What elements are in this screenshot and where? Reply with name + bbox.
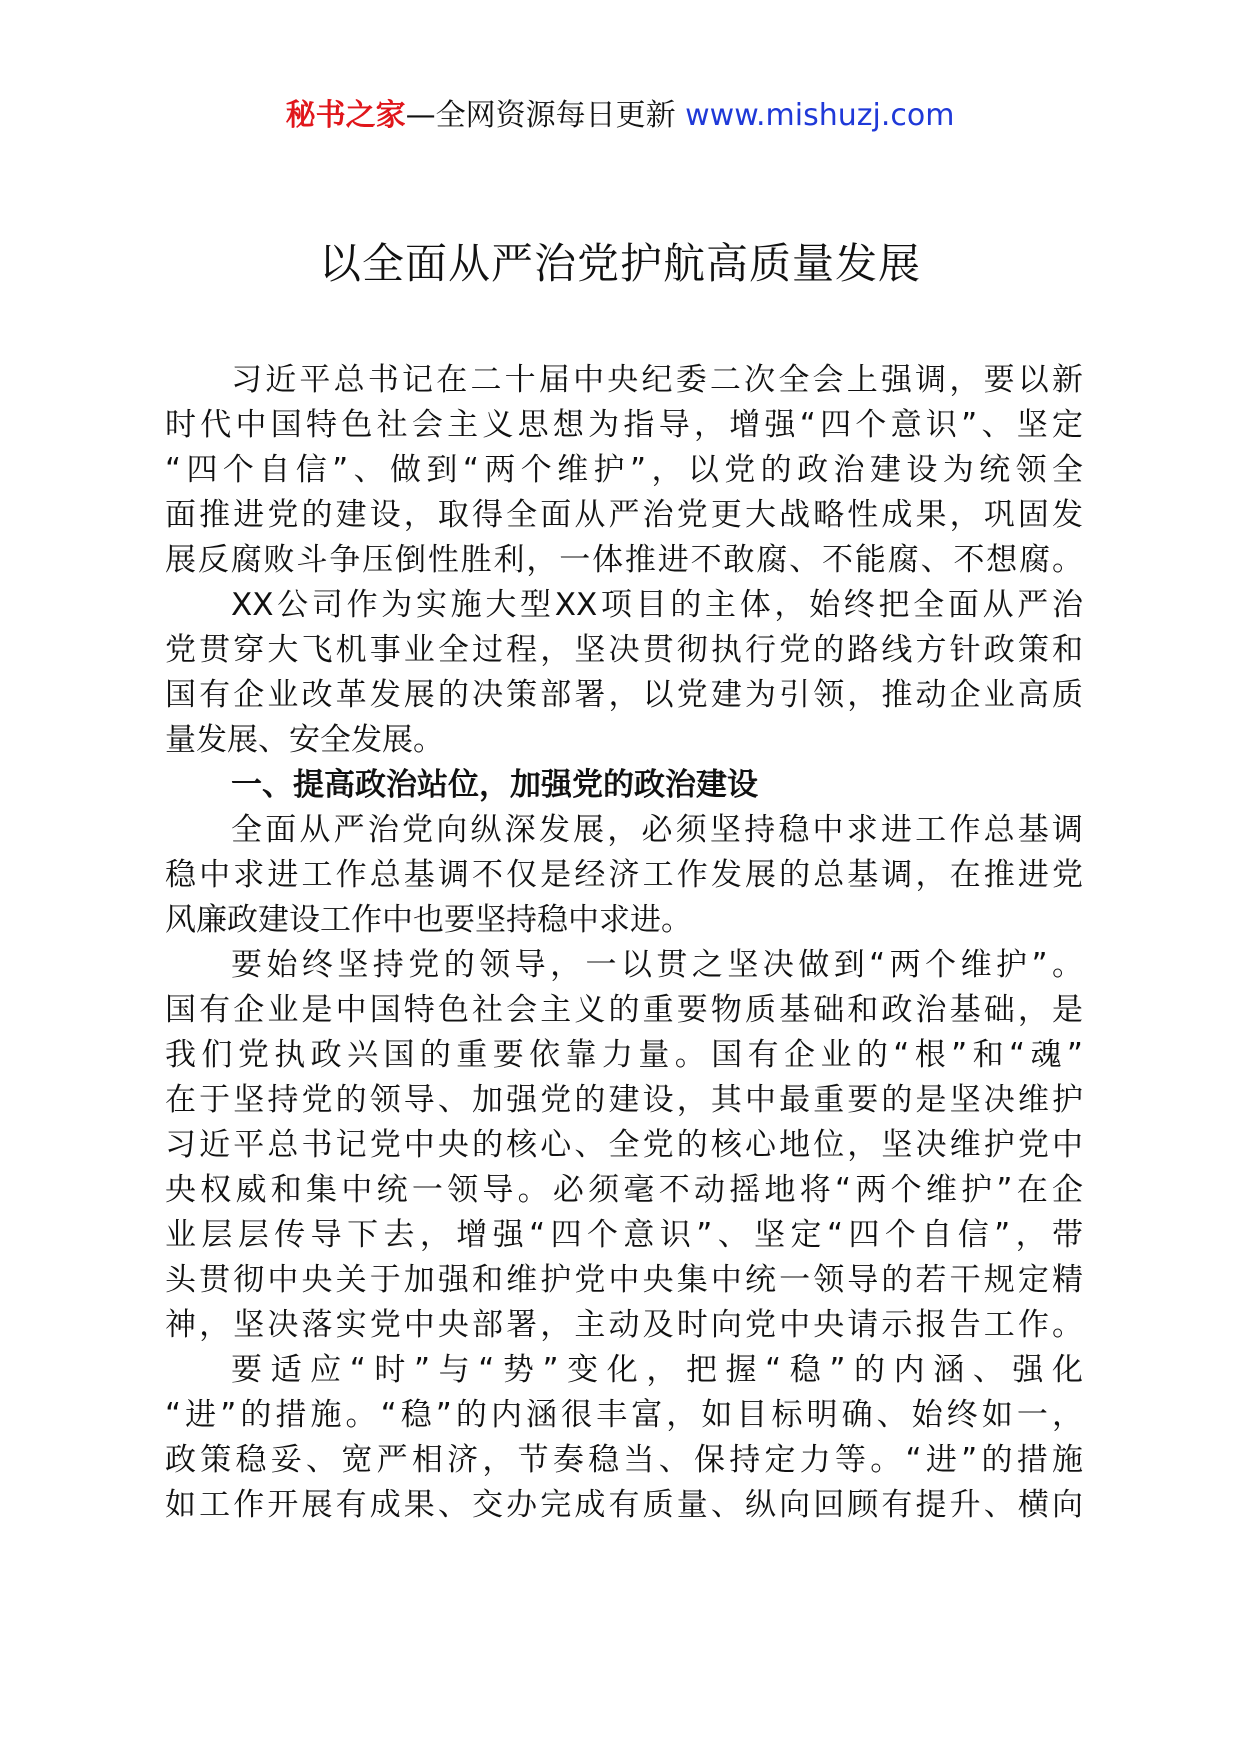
body-line: 面推进党的建设，取得全面从严治党更大战略性成果，巩固发	[165, 497, 1083, 533]
body-line: XX公司作为实施大型XX项目的主体，始终把全面从严治	[231, 587, 1083, 623]
body-line: 稳中求进工作总基调不仅是经济工作发展的总基调，在推进党	[165, 857, 1083, 893]
body-line: 头贯彻中央关于加强和维护党中央集中统一领导的若干规定精	[165, 1262, 1083, 1298]
body-line: 全面从严治党向纵深发展，必须坚持稳中求进工作总基调	[231, 812, 1083, 848]
body-line: 习近平总书记党中央的核心、全党的核心地位，坚决维护党中	[165, 1127, 1083, 1163]
section-heading: 一、提高政治站位，加强党的政治建设	[231, 767, 758, 803]
body-line: 要始终坚持党的领导，一以贯之坚决做到“两个维护”。	[231, 947, 1083, 983]
body-line: 展反腐败斗争压倒性胜利，一体推进不敢腐、不能腐、不想腐。	[165, 542, 1083, 578]
site-url-link[interactable]: www.mishuzj.com	[685, 98, 955, 133]
body-line: 国有企业改革发展的决策部署，以党建为引领，推动企业高质	[165, 677, 1083, 713]
body-line: “进”的措施。“稳”的内涵很丰富，如目标明确、始终如一，	[165, 1397, 1083, 1433]
body-line: 我们党执政兴国的重要依靠力量。国有企业的“根”和“魂”	[165, 1037, 1083, 1073]
document-title: 以全面从严治党护航高质量发展	[318, 239, 921, 288]
body-line: 业层层传导下去，增强“四个意识”、坚定“四个自信”，带	[165, 1217, 1083, 1253]
body-line: 时代中国特色社会主义思想为指导，增强“四个意识”、坚定	[165, 407, 1083, 443]
body-line: 党贯穿大飞机事业全过程，坚决贯彻执行党的路线方针政策和	[165, 632, 1083, 668]
document-body	[165, 358, 1083, 1528]
body-line: 神，坚决落实党中央部署，主动及时向党中央请示报告工作。	[165, 1307, 1083, 1343]
body-line: 要适应“时”与“势”变化，把握“稳”的内涵、强化	[231, 1352, 1083, 1388]
body-line: 政策稳妥、宽严相济，节奏稳当、保持定力等。“进”的措施	[165, 1442, 1083, 1478]
body-line: 如工作开展有成果、交办完成有质量、纵向回顾有提升、横向	[165, 1487, 1083, 1523]
body-line: 风廉政建设工作中也要坚持稳中求进。	[165, 902, 692, 938]
body-line: 国有企业是中国特色社会主义的重要物质基础和政治基础，是	[165, 992, 1083, 1028]
site-header	[0, 96, 1240, 136]
body-line: 习近平总书记在二十届中央纪委二次全会上强调，要以新	[231, 362, 1083, 398]
body-line: 在于坚持党的领导、加强党的建设，其中最重要的是坚决维护	[165, 1082, 1083, 1118]
site-brand: 秘书之家	[285, 98, 406, 133]
body-line: 央权威和集中统一领导。必须毫不动摇地将“两个维护”在企	[165, 1172, 1083, 1208]
body-line: 量发展、安全发展。	[165, 722, 444, 758]
site-tagline: —全网资源每日更新	[405, 98, 676, 133]
body-line: “四个自信”、做到“两个维护”，以党的政治建设为统领全	[165, 452, 1083, 488]
